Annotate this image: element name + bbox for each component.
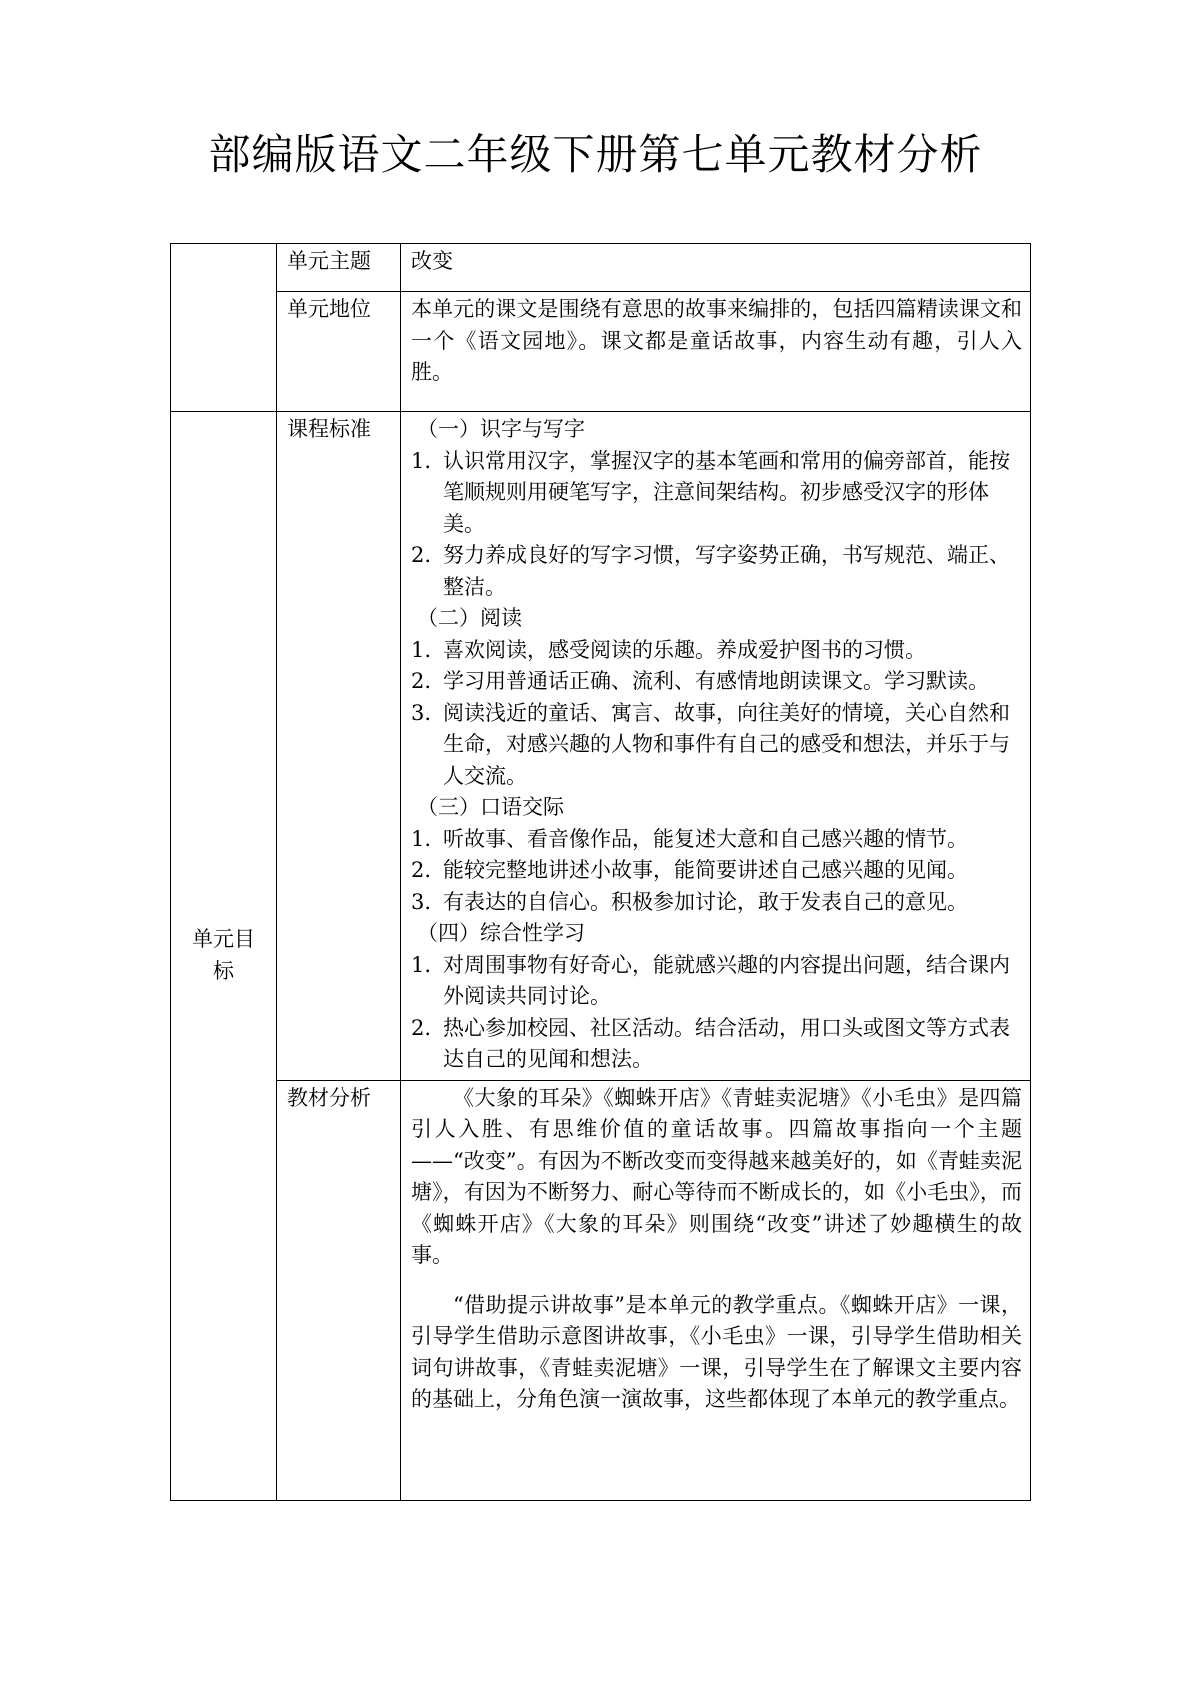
item-number: 1.: [411, 448, 432, 473]
list-item: [411, 446, 1022, 541]
item-number: 1.: [411, 637, 432, 662]
item-number: 2.: [411, 669, 432, 693]
section-heading: （二）阅读: [417, 606, 522, 630]
item-text: 阅读浅近的童话、寓言、故事，向往美好的情境，关心自然和生命，对感兴趣的人物和事件有自己的感受和想法，并乐于与人交流。: [443, 700, 1010, 788]
list-item: [411, 887, 1022, 919]
position-row: [171, 292, 1031, 412]
item-text: 学习用普通话正确、流利、有感情地朗读课文。学习默读。: [443, 669, 989, 693]
list-item: [411, 540, 1022, 603]
section-heading: （三）口语交际: [417, 795, 564, 819]
item-text: 听故事、看音像作品，能复述大意和自己感兴趣的情节。: [443, 826, 968, 851]
theme-row: [171, 244, 1031, 292]
section-heading: （四）综合性学习: [417, 921, 585, 945]
list-item: [411, 855, 1022, 887]
item-number: 2.: [411, 1015, 432, 1040]
analysis-content: [401, 1080, 1031, 1500]
item-number: 1.: [411, 826, 432, 851]
item-number: 3.: [411, 889, 432, 914]
position-label: 单元地位: [277, 292, 401, 412]
item-number: 2.: [411, 858, 432, 882]
theme-label: 单元主题: [277, 244, 401, 292]
empty-group-cell: [171, 244, 277, 412]
list-item: [411, 950, 1022, 1013]
position-content: 本单元的课文是围绕有意思的故事来编排的，包括四篇精读课文和一个《语文园地》。课文都是童话故事，内容生动有趣，引人入胜。: [401, 292, 1031, 412]
section-heading: （一）识字与写字: [417, 417, 585, 441]
item-number: 3.: [411, 700, 432, 725]
standard-label: 课程标准: [277, 412, 401, 1081]
unit-goal-label: 单元目标: [171, 412, 277, 1501]
item-text: 热心参加校园、社区活动。结合活动，用口头或图文等方式表达自己的见闻和想法。: [443, 1015, 1010, 1071]
analysis-label: 教材分析: [277, 1080, 401, 1500]
analysis-paragraph: 《大象的耳朵》《蜘蛛开店》《青蛙卖泥塘》《小毛虫》是四篇引人入胜、有思维价值的童话故事。四篇故事指向一个主题——“改变”。有因为不断改变而变得越来越美好的，如《青蛙卖泥塘》，有因为不断努力、耐心等待而不断成长的，如《小毛虫》，而《蜘蛛开店》《大象的耳朵》则围绕“改变”讲述了妙趣横生的故事。: [411, 1085, 1022, 1267]
list-item: [411, 698, 1022, 793]
item-text: 对周围事物有好奇心，能就感兴趣的内容提出问题，结合课内外阅读共同讨论。: [443, 952, 1010, 1008]
list-item: [411, 635, 1022, 667]
standard-content: [401, 412, 1031, 1081]
list-item: [411, 824, 1022, 856]
item-text: 能较完整地讲述小故事，能简要讲述自己感兴趣的见闻。: [443, 858, 968, 882]
item-number: 1.: [411, 952, 432, 977]
standard-row: [171, 412, 1031, 1081]
unit-analysis-table: [170, 243, 1031, 1501]
list-item: [411, 1013, 1022, 1076]
item-text: 喜欢阅读，感受阅读的乐趣。养成爱护图书的习惯。: [443, 637, 926, 662]
paragraph-spacer: [411, 1272, 1022, 1290]
item-number: 2.: [411, 543, 432, 567]
item-text: 努力养成良好的写字习惯，写字姿势正确，书写规范、端正、整洁。: [443, 543, 1010, 599]
list-item: [411, 666, 1022, 698]
analysis-row: [171, 1080, 1031, 1500]
analysis-paragraph: “借助提示讲故事”是本单元的教学重点。《蜘蛛开店》一课，引导学生借助示意图讲故事，《小毛虫》一课，引导学生借助相关词句讲故事，《青蛙卖泥塘》一课，引导学生在了解课文主要内容的基础上，分角色演一演故事，这些都体现了本单元的教学重点。: [411, 1292, 1022, 1411]
item-text: 认识常用汉字，掌握汉字的基本笔画和常用的偏旁部首，能按笔顺规则用硬笔写字，注意间架结构。初步感受汉字的形体美。: [443, 448, 1010, 536]
document-title: 部编版语文二年级下册第七单元教材分析: [208, 130, 983, 179]
theme-content: 改变: [401, 244, 1031, 292]
item-text: 有表达的自信心。积极参加讨论，敢于发表自己的意见。: [443, 889, 968, 914]
